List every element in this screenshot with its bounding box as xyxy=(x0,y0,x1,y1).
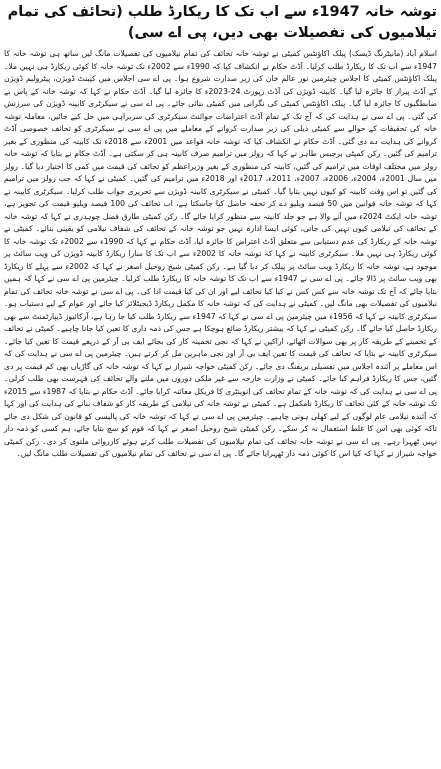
headline: توشہ خانہ 1947ء سے اب تک کا ریکارڈ طلب (تحائف کی تمام تیلامیوں کی تفصیلات بھی دیں، پی اے سی) xyxy=(7,4,437,41)
article-paragraph: اسلام آباد (مانیٹرنگ ڈیسک) پبلک اکاؤنٹس کمیٹی نے توشہ خانہ تحائف کی تمام نیلامیوں کی تفصیلات مانگ لیں ساتھ ہی توشہ خانہ کا 1947ء سے اب تک کا ریکارڈ طلب کرلیا۔ آڈٹ حکام نے انکشاف کیا کہ 1990ء سے 2002ء تک توشہ خانہ کا کوئی ریکارڈ ہی نہیں ملا۔ پبلک اکاؤنٹس کمیٹی کا اجلاس چیئرمین نور عالم خان کی زیر صدارت شروع ہوا۔ پی اے سی اجلاس میں کیبنٹ ڈویژن، پیٹرولیم ڈویژن کے آڈٹ پیراز کا جائزہ لیا گیا۔ کابینہ ڈویژن کی آڈٹ رپورٹ 24-2023ء کا جائزہ لیا گیا۔ آڈٹ حکام نے کہا کہ توشہ خانہ کے پاس بے ضابطگیوں کا جائزہ لیا گیا۔ پبلک اکاؤنٹس کمیٹی کی نگرانی میں کمیٹی بنائی جائے۔ پی اے سی نے سیکرٹری کابینہ ڈویژن کی سرزنش کی گئی۔ پی اے سی نے ہدایت کی کہ آج تک کے تمام آڈٹ اعتراضات جوائنٹ سیکرٹری کی سربراہی میں حل کیے جائیں، معاملہ توشہ خانہ کی تحقیقات کے حوالے سے کمیٹی ذیلی کی زیر صدارت کروانے کے معاملے میں پی اے سی نے سیکرٹری کو تحائف خصوصی آڈٹ کروانے کی ہدایت دے دی گئی۔ آڈٹ حکام نے انکشاف کیا کہ توشہ خانہ قواعد میں 2001ء سے 2018ء تک کابینہ کی منظوری کے بغیر ترامیم کی گئیں۔ رکن کمیٹی برجیس طاہر نے کہا کہ رولز میں ترامیم صرف کابینہ ہی کر سکتی ہے۔ آڈٹ حکام نے بتایا کہ توشہ خانہ رولز میں مختلف اوقات میں ترامیم کی گئیں، کابینہ کی منظوری کے بغیر وزیراعظم کو تحائف کی قیمت میں کمی کا اختیار دیا گیا۔ رولز میں سال 2001ء، 2004ء، 2006ء، 2007ء، 2011ء، 2017ء اور 2018ء میں ترامیم کی گئیں۔ کمیٹی نے کہا کہ جب رولز میں ترامیم کی گئیں تو اس وقت کابینہ کو کیوں نہیں بتایا گیا۔ کمیٹی نے سیکرٹری کابینہ ڈویژن سے تحریری جواب طلب کرلیا۔ سیکرٹری کابینہ نے کہا کہ توشہ خانہ قوانین میں 50 فیصد ویلیو دے کر تحفہ حاصل کیا جاسکتا ہے، اب تحائف کی 100 فیصد ویلیو قیمت کی تجویز ہے، توشہ خانہ ایکٹ 2024ء میں آنے والا ہے جو جلد کابینہ سے منظور کرایا جائے گا۔ رکن کمیٹی طارق فضل چوہدری نے کہا کہ توشہ خانہ کے تحائف کی نیلامی کیوں نہیں کی جاتی، کوئی ایسا ادارہ نہیں جو توشہ خانہ کے تحائف کی شفاف نیلامی کو یقینی بنائے۔ کمیٹی نے توشہ خانہ کے ریکارڈ کی عدم دستیابی سے متعلق آڈٹ اعتراض کا جائزہ لیا، آڈٹ حکام نے کہا کہ 1990ء سے 2002ء تک توشہ خانہ کا کوئی ریکارڈ ہی نہیں ملا۔ سیکرٹری کابینہ نے کہا کہ توشہ خانہ کا 2002ء سے اب تک کا سارا ریکارڈ کابینہ ڈویژن کی ویب سائٹ پر موجود ہے، توشہ خانہ کا ریکارڈ ویب سائٹ پر پبلک کر دیا گیا ہے۔ رکن کمیٹی شیخ روحیل اصغر نے کہا کہ 2002ء سے پہلے کا ریکارڈ بھی ویب سائٹ پر ڈالا جائے۔ پی اے سی نے 1947ء سے اب تک کا توشہ خانہ کا ریکارڈ طلب کرلیا۔ چیئرمین پی اے سی نے کہا کہ ہمیں بتایا جائے کہ آج تک توشہ خانہ سے کس کس نے کیا کیا تحائف لیے اور ان کی کیا قیمت ادا کی۔ پی اے سی نے توشہ خانہ تحائف کی تمام نیلامیوں کی تفصیلات بھی مانگ لیں۔ کمیٹی نے ہدایت کی کہ توشہ خانہ کا مکمل ریکارڈ ڈیجیٹلائز کیا جائے اور عوام کے لیے دستیاب ہو۔ سیکرٹری کابینہ نے کہا کہ 1956ء میں چیئرمین پی اے سی نے کہا کہ 1947ء سے ریکارڈ طلب کیا جا رہا ہے، آرکائیوز ڈیپارٹمنٹ سے بھی ریکارڈ حاصل کیا جائے گا۔ رکن کمیٹی نے کہا کہ بیشتر ریکارڈ ضائع ہوچکا ہے جس کی ذمہ داری کا تعین کیا جانا چاہیے۔ کمیٹی نے تحائف کے تخمینے کے طریقہ کار پر بھی سوالات اٹھائے، اراکین نے کہا کہ نجی تخمینہ کار کی بجائے ایف بی آر کے ذریعے قیمت کا تعین کیا جائے۔ سیکرٹری کابینہ نے بتایا کہ تحائف کی قیمت کا تعین ایف بی آر اور نجی ماہرین مل کر کرتے ہیں۔ چیئرمین پی اے سی نے ہدایت کی کہ اس معاملے پر آئندہ اجلاس میں تفصیلی بریفنگ دی جائے۔ رکن کمیٹی خواجہ شیراز نے کہا کہ توشہ خانہ کی گاڑیاں بھی کم قیمت پر دی گئیں، جس کا ریکارڈ فراہم کیا جائے۔ کمیٹی نے وزارت خارجہ سے غیر ملکی دوروں میں ملنے والے تحائف کی فہرست بھی طلب کرلی۔ پی اے سی نے ہدایت کی کہ توشہ خانہ کے تمام تحائف کی انوینٹری کا فزیکل معائنہ کرایا جائے۔ آڈٹ حکام نے بتایا کہ 1987ء سے 2015ء تک توشہ خانہ کے کئی تحائف کا ریکارڈ نامکمل ہے۔ کمیٹی نے توشہ خانہ کی نیلامی کے طریقہ کار کو شفاف بنانے کی ہدایت کی اور کہا کہ آئندہ نیلامی عام لوگوں کے لیے کھلی ہونی چاہیے۔ چیئرمین پی اے سی نے کہا کہ توشہ خانہ کی پالیسی کو قانون کی شکل دی جائے تاکہ کوئی بھی اس کا غلط استعمال نہ کر سکے۔ رکن کمیٹی شیخ روحیل اصغر نے کہا کہ قوم کو سچ بتایا جائے، ہم کسی کو ذمہ دار نہیں ٹھہرا رہے۔ پی اے سی نے توشہ خانہ تحائف کی تمام نیلامیوں کی تفصیلات طلب کرتے ہوئے کارروائی ملتوی کر دی۔ رکن کمیٹی خواجہ شیراز نے کہا کہ کیا اس کا کوئی ذمہ دار ٹھہرایا جائے گا۔ پی اے سی نے تحائف کی تمام نیلامیوں کی تفصیلات طلب مانگ لیں۔ xyxy=(4,49,438,458)
article-body xyxy=(4,48,437,461)
